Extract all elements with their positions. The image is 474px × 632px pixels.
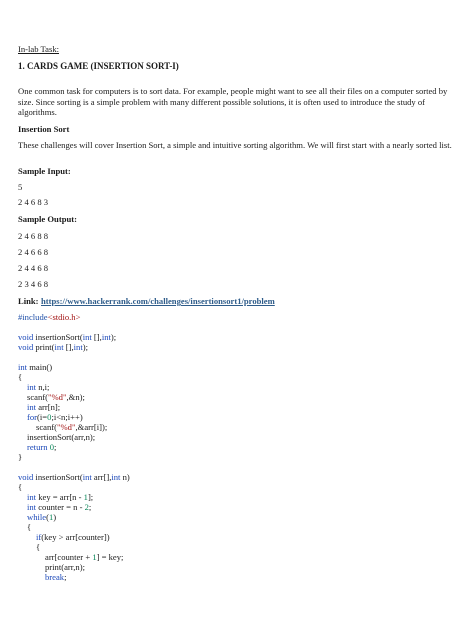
code-line: int counter = n - 2; [27,502,92,512]
code-line: int arr[n]; [27,402,61,412]
code-line: arr[counter + 1] = key; [45,552,124,562]
code-line: print(arr,n); [45,562,85,572]
sample-input-line: 2 4 6 8 3 [18,197,49,207]
code-line: break; [45,572,67,582]
code-line: void print(int [],int); [18,342,88,352]
code-line: while(1) [27,512,57,522]
intro-paragraph: One common task for computers is to sort data. For example, people might want to see all their files on a computer sorted by size. Since sorting is a simple problem with many different possible solutions, it is often used to introduce the study of algorithms. [18,86,448,117]
insertion-sort-heading: Insertion Sort [18,124,70,134]
page-title: 1. CARDS GAME (INSERTION SORT-I) [18,61,179,71]
code-line: void insertionSort(int [],int); [18,332,117,342]
code-line: insertionSort(arr,n); [27,432,96,442]
sample-output-label: Sample Output: [18,214,77,224]
code-line: int key = arr[n - 1]; [27,492,94,502]
code-line: { [18,482,23,492]
code-line: scanf("%d",&n); [27,392,85,402]
sample-output-line: 2 4 4 6 8 [18,263,49,273]
sample-input-label: Sample Input: [18,166,71,176]
code-line: for(i=0;i<n;i++) [27,412,83,422]
problem-link[interactable]: https://www.hackerrank.com/challenges/insertionsort1/problem [41,296,275,306]
sample-output-line: 2 3 4 6 8 [18,279,49,289]
sample-input-line: 5 [18,182,23,192]
code-line: int main() [18,362,53,372]
code-line: void insertionSort(int arr[],int n) [18,472,130,482]
code-line: { [27,522,32,532]
code-line: { [36,542,41,552]
link-label: Link: [18,296,39,306]
insertion-sort-text: These challenges will cover Insertion Sort, a simple and intuitive sorting algorithm. We will first start with a nearly sorted list. [18,140,452,150]
code-line: { [18,372,23,382]
sample-output-line: 2 4 6 8 8 [18,231,49,241]
code-line: #include<stdio.h> [18,312,81,322]
code-line: return 0; [27,442,57,452]
sample-output-line: 2 4 6 6 8 [18,247,49,257]
inlab-heading: In-lab Task: [18,44,60,54]
code-line: if(key > arr[counter]) [36,532,110,542]
code-line: } [18,452,23,462]
code-line: int n,i; [27,382,50,392]
code-line: scanf("%d",&arr[i]); [36,422,108,432]
